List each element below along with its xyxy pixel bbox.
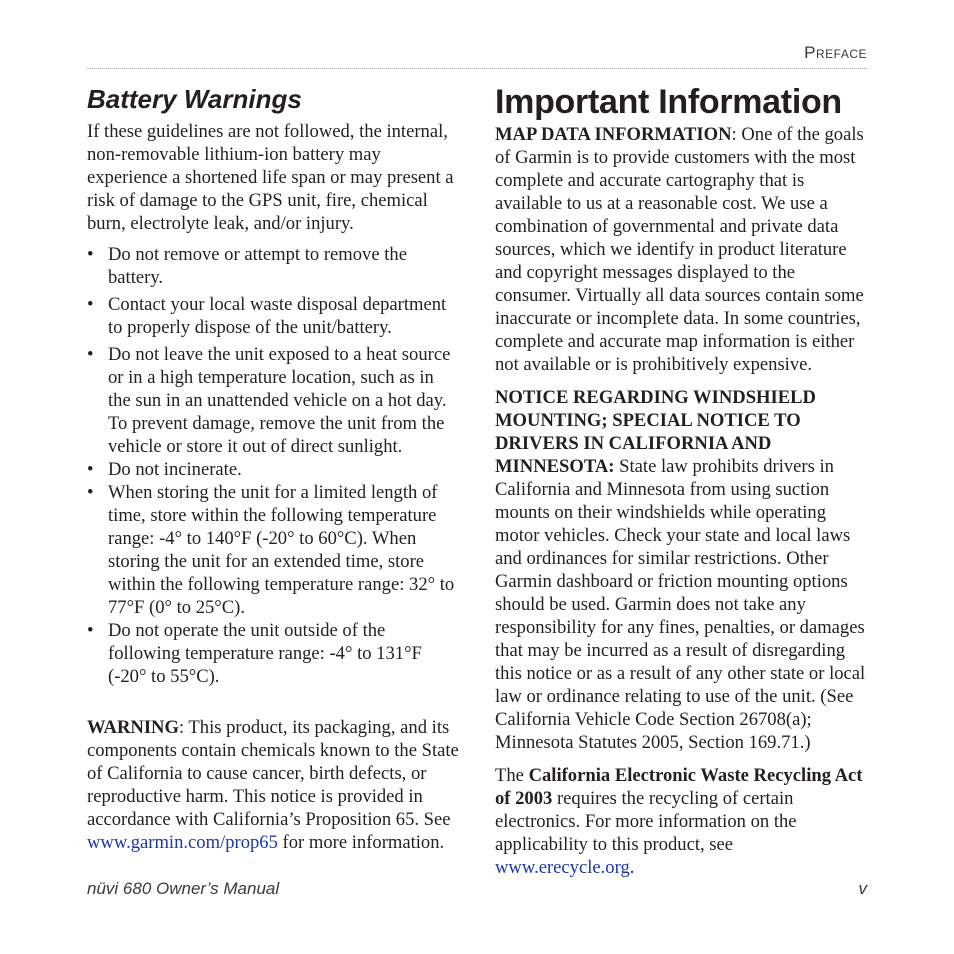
battery-warnings-heading: Battery Warnings [87, 84, 302, 114]
warning-tail: for more information. [277, 832, 445, 853]
section-label: Preface [804, 43, 867, 62]
recycling-prefix: The [495, 765, 529, 786]
bullet-glyph: • [87, 620, 94, 641]
battery-bullet-list [87, 243, 461, 688]
list-item-text: Do not incinerate. [108, 459, 242, 480]
list-item-text: When storing the unit for a limited length of time, store within the following temperature range: -4° to 140°F (-20° to 60°C). When storing the unit for an extended time, store within the following temperature range: 32° to 77°F (0° to 25°C). [108, 482, 455, 618]
windshield-notice-label: NOTICE REGARDING WINDSHIELD MOUNTING; SPECIAL NOTICE TO DRIVERS IN CALIFORNIA AND MINNESOTA: [495, 387, 816, 477]
important-information-heading: Important Information [495, 83, 842, 121]
map-data-paragraph [495, 123, 869, 376]
list-item-text: Do not remove or attempt to remove the battery. [108, 244, 407, 288]
warning-text: : This product, its packaging, and its components contain chemicals known to the State of California to cause cancer, birth defects, or reproductive harm. This notice is provided in accordance with California’s Proposition 65. See [87, 717, 459, 830]
recycling-tail: . [629, 857, 635, 878]
page-number: v [858, 879, 867, 898]
manual-title: nüvi 680 Owner’s Manual [87, 879, 280, 898]
erecycle-link[interactable]: www.erecycle.org [495, 857, 630, 878]
list-item [87, 243, 461, 289]
list-item [87, 619, 461, 688]
prop65-link[interactable]: www.garmin.com/prop65 [87, 832, 278, 853]
list-item-text: Contact your local waste disposal department to properly dispose of the unit/battery. [108, 294, 447, 338]
windshield-notice-paragraph [495, 386, 869, 754]
bullet-glyph: • [87, 459, 94, 480]
warning-label: WARNING [87, 717, 179, 738]
battery-intro: If these guidelines are not followed, the internal, non-removable lithium-ion battery may experience a shortened life span or may present a risk of damage to the GPS unit, fire, chemical burn, electrolyte leak, and/or injury. [87, 121, 454, 234]
list-item [87, 343, 461, 458]
windshield-notice-text: State law prohibits drivers in California and Minnesota from using suction mounts on their windshields while operating motor vehicles. Check your state and local laws and ordinances for similar restrictions. Other Garmin dashboard or friction mounting options should be used. Garmin does not take any responsibility for any fines, penalties, or damages that may be incurred as a result of disregarding this notice or as a result of any other state or local law or ordinance relating to use of the unit. (See California Vehicle Code Section 26708(a); Minnesota Statutes 2005, Section 169.71.) [495, 456, 866, 753]
bullet-glyph: • [87, 482, 94, 503]
bullet-glyph: • [87, 244, 94, 265]
list-item [87, 458, 461, 481]
list-item-text: Do not leave the unit exposed to a heat source or in a high temperature location, such as in the sun in an unattended vehicle on a hot day. To prevent damage, remove the unit from the vehicle or store it out of direct sunlight. [108, 344, 451, 457]
list-item [87, 293, 461, 339]
prop65-warning [87, 716, 461, 854]
page-header [87, 40, 867, 69]
map-data-text: : One of the goals of Garmin is to provide customers with the most complete and accurate cartography that is available to us at a reasonable cost. We use a combination of governmental and private data sources, which we identify in product literature and copyright messages displayed to the consumer. Virtually all data sources contain some inaccurate or incomplete data. In some countries, complete and accurate map information is either not available or is prohibitively expensive. [495, 124, 864, 375]
recycling-text: requires the recycling of certain electronics. For more information on the applicability to this product, see [495, 788, 797, 855]
recycling-paragraph [495, 764, 869, 879]
bullet-glyph: • [87, 294, 94, 315]
bullet-glyph: • [87, 344, 94, 365]
right-column [495, 80, 869, 879]
list-item-text: Do not operate the unit outside of the following temperature range: -4° to 131°F (-20° to 55°C). [108, 620, 422, 687]
list-item [87, 481, 461, 619]
map-data-label: MAP DATA INFORMATION [495, 124, 732, 145]
recycling-act-label: California Electronic Waste Recycling Act of 2003 [495, 765, 863, 809]
left-column [87, 80, 461, 854]
